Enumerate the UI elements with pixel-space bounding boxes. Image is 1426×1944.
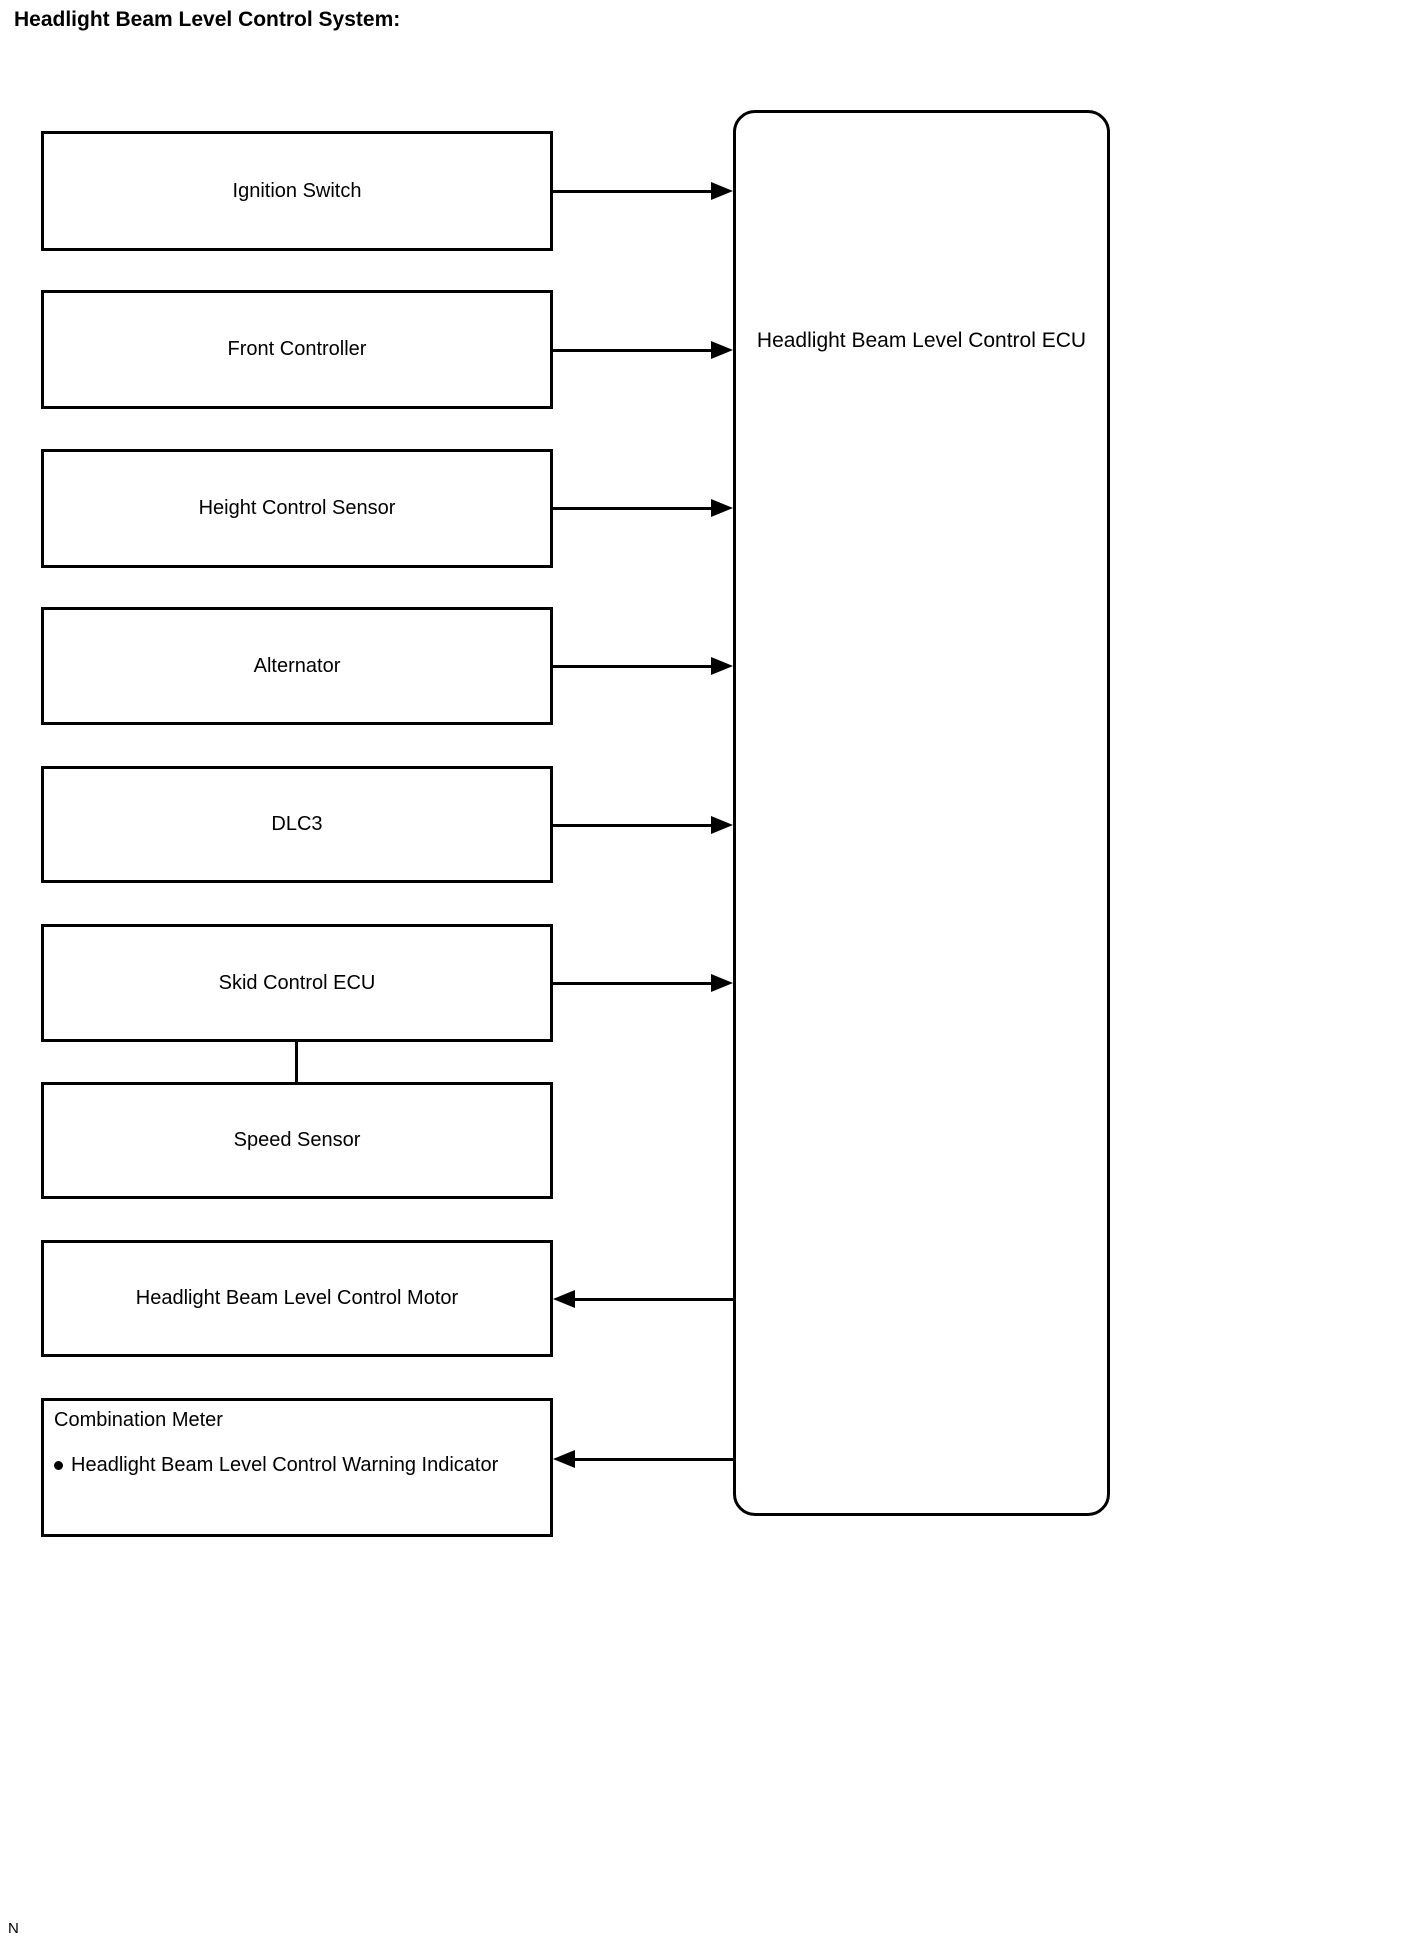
box-speed-sensor [41,1082,553,1199]
box-skid-control-ecu [41,924,553,1042]
box-headlight-beam-level-control-motor [41,1240,553,1357]
box-combination-meter [41,1398,553,1537]
combination-meter-indicator-label: Headlight Beam Level Control Warning Indicator [71,1454,499,1476]
arrow-alternator-to-ecu [553,657,733,675]
arrowhead-left-icon [553,1450,575,1468]
ecu-label: Headlight Beam Level Control ECU [756,329,1087,352]
bullet-icon [54,1461,63,1470]
combination-meter-indicator-row [54,1454,540,1477]
box-label: Height Control Sensor [198,497,396,519]
arrowhead-left-icon [553,1290,575,1308]
arrow-line [571,1458,733,1461]
box-label: DLC3 [271,813,323,835]
ecu-box [733,110,1110,1516]
box-label: Speed Sensor [233,1129,361,1151]
box-label: Front Controller [227,338,367,360]
arrow-line [553,507,715,510]
arrowhead-right-icon [711,974,733,992]
arrow-ecu-to-combination-meter [553,1450,733,1468]
arrowhead-right-icon [711,499,733,517]
box-alternator [41,607,553,725]
arrow-ecu-to-headlight-beam-level-control-motor [553,1290,733,1308]
box-ignition-switch [41,131,553,251]
arrow-skid-control-ecu-to-ecu [553,974,733,992]
connector-skid-control-ecu-to-speed-sensor [295,1042,298,1082]
arrowhead-right-icon [711,657,733,675]
arrowhead-right-icon [711,816,733,834]
arrowhead-right-icon [711,182,733,200]
arrow-front-controller-to-ecu [553,341,733,359]
arrow-line [553,349,715,352]
box-label: Skid Control ECU [218,971,376,994]
arrow-height-control-sensor-to-ecu [553,499,733,517]
combination-meter-label: Combination Meter [54,1409,223,1431]
arrowhead-right-icon [711,341,733,359]
box-dlc3 [41,766,553,883]
box-label: Headlight Beam Level Control Motor [135,1287,459,1309]
box-height-control-sensor [41,449,553,568]
arrow-line [553,982,715,985]
arrow-line [571,1298,733,1301]
arrow-dlc3-to-ecu [553,816,733,834]
arrow-line [553,824,715,827]
footnote: N [8,1920,19,1937]
box-label: Alternator [253,654,341,677]
diagram-title: Headlight Beam Level Control System: [14,8,401,31]
box-label: Ignition Switch [232,179,362,202]
arrow-line [553,190,715,193]
arrow-line [553,665,715,668]
arrow-ignition-switch-to-ecu [553,182,733,200]
box-front-controller [41,290,553,409]
